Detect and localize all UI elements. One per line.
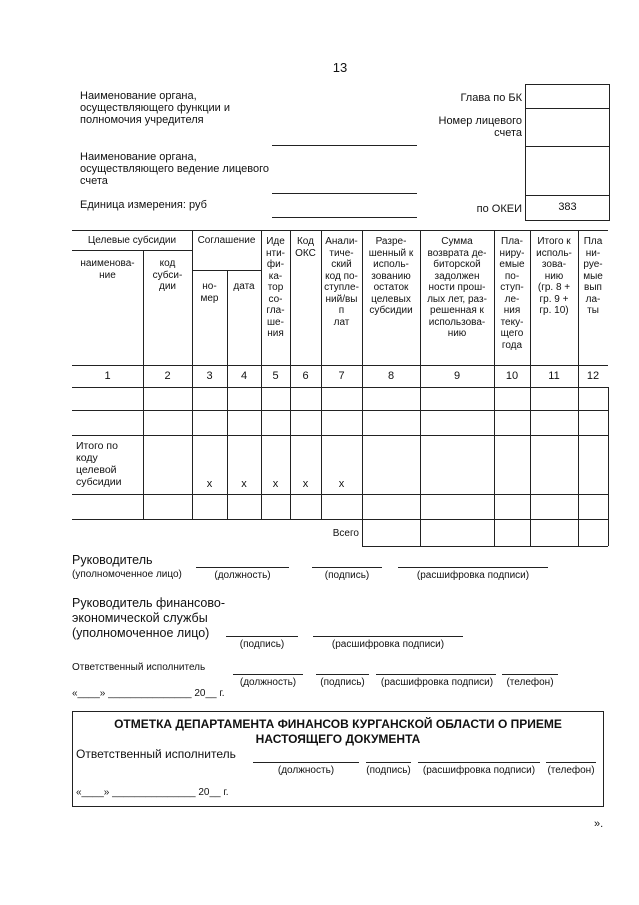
x-mark-3: х [206, 478, 213, 490]
grand-total-label: Всего [332, 528, 359, 539]
head-sub-label: (уполномоченное лицо) [72, 569, 182, 580]
executor-phone-caption: (телефон) [506, 677, 554, 688]
subtotal-label: Итого по коду целевой субсидии [76, 440, 122, 488]
org-account-label: Наименование органа, осуществляющего ведение лицевого счета [80, 151, 270, 187]
okei-value: 383 [558, 201, 577, 213]
executor-decoding-caption: (расшифровка подписи) [380, 677, 494, 688]
org-account-line [272, 193, 417, 194]
col-num-9: 9 [453, 370, 461, 382]
col-return-amount: Сумма возврата де- биторской задолжен ности прош- лых лет, раз- решенная к использова- нию [427, 236, 487, 339]
org-founder-line [272, 145, 417, 146]
head-signature-caption: (подпись) [324, 570, 370, 581]
col-oks: Код ОКС [295, 236, 316, 259]
table-bottom-border [362, 546, 608, 547]
col-num-7: 7 [338, 370, 345, 382]
col-total-use: Итого к исполь- зова- нию (гр. 8 + гр. 9 + гр. 10) [536, 236, 572, 316]
table-top-border [72, 230, 608, 231]
col-group-agreement: Соглашение [197, 235, 256, 246]
executor-label: Ответственный исполнитель [72, 662, 206, 673]
col-ident: Иде нти- фи- ка- тор со- гла- ше- ния [265, 236, 286, 339]
col-num-5: 5 [272, 370, 279, 382]
org-founder-label: Наименование органа, осуществляющего функции и полномочия учредителя [80, 90, 231, 126]
col-number: но- мер [200, 281, 219, 304]
head-label: Руководитель [72, 553, 153, 567]
col-date: дата [233, 281, 255, 292]
x-mark-5: х [272, 478, 279, 490]
col-num-6: 6 [302, 370, 309, 382]
col-group-subsidy: Целевые субсидии [87, 235, 177, 246]
col-allowed-remainder: Разре- шенный к исполь- зованию остаток целевых субсидии [368, 236, 414, 316]
col-name: наименова- ние [80, 258, 135, 281]
x-mark-7: х [338, 478, 345, 490]
col-num-4: 4 [240, 370, 248, 382]
col-num-11: 11 [548, 370, 560, 382]
department-decoding-caption: (расшифровка подписи) [422, 765, 536, 776]
col-num-3: 3 [206, 370, 213, 382]
department-date-line: «____» _______________ 20__ г. [76, 787, 229, 798]
col-num-1: 1 [104, 370, 111, 382]
col-num-8: 8 [387, 370, 395, 382]
fin-head-label: Руководитель финансово- экономической службы (уполномоченное лицо) [72, 596, 225, 640]
fin-signature-caption: (подпись) [239, 639, 285, 650]
department-signature-caption: (подпись) [366, 765, 411, 776]
x-mark-4: х [241, 478, 247, 490]
closing-quote: ». [594, 818, 604, 830]
executor-position-caption: (должность) [239, 677, 297, 688]
col-code: код субси- дии [152, 258, 183, 292]
col-num-10: 10 [505, 370, 519, 382]
department-position-caption: (должность) [277, 765, 335, 776]
head-position-caption: (должность) [214, 570, 271, 581]
head-decoding-caption: (расшифровка подписи) [416, 570, 530, 581]
unit-label: Единица измерения: руб [80, 199, 207, 211]
col-planned-income: Пла- ниру- емые по- ступ- ле- ния теку- щего года [499, 236, 525, 351]
fin-decoding-caption: (расшифровка подписи) [331, 639, 445, 650]
col-planned-payments: Пла ни- руе- мые вып ла- ты [583, 236, 603, 316]
department-executor-label: Ответственный исполнитель [76, 747, 236, 761]
x-mark-6: х [302, 478, 309, 490]
department-phone-caption: (телефон) [547, 765, 595, 776]
chapter-bk-label: Глава по БК [460, 92, 522, 104]
col-analytic: Анали- тиче- ский код по- ступле- ний/вы п лат [324, 236, 359, 328]
okei-label: по ОКЕИ [476, 203, 522, 215]
executor-signature-caption: (подпись) [320, 677, 365, 688]
account-number-label: Номер лицевого счета [438, 115, 522, 139]
unit-line [272, 217, 417, 218]
department-box-title: ОТМЕТКА ДЕПАРТАМЕНТА ФИНАНСОВ КУРГАНСКОЙ ОБЛАСТИ О ПРИЕМЕ НАСТОЯЩЕГО ДОКУМЕНТА [114, 717, 562, 746]
col-num-2: 2 [164, 370, 171, 382]
col-num-12: 12 [586, 370, 600, 382]
executor-date-line: «____» _______________ 20__ г. [72, 688, 225, 699]
page-number: 13 [332, 60, 348, 75]
